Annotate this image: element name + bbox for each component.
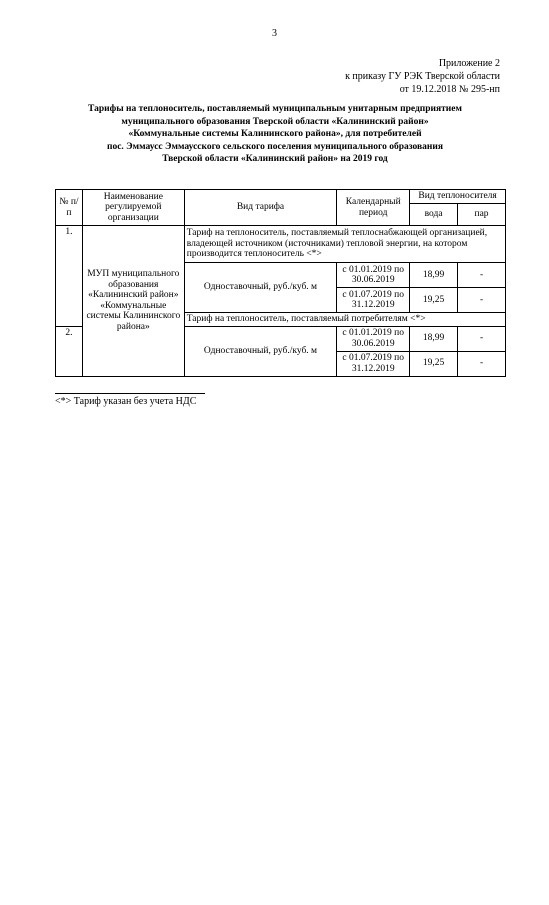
appendix-reference bbox=[345, 57, 500, 96]
footnote-divider bbox=[55, 393, 205, 394]
appendix-line: от 19.12.2018 № 295-нп bbox=[399, 84, 500, 95]
tariff-type-cell: Одноставочный, руб./куб. м bbox=[184, 326, 337, 376]
header-water: вода bbox=[410, 204, 458, 226]
header-num: № п/п bbox=[56, 190, 83, 226]
header-period: Календарный период bbox=[337, 190, 410, 226]
header-carrier-type: Вид теплоносителя bbox=[410, 190, 506, 204]
water-value: 19,25 bbox=[410, 288, 458, 313]
header-tariff-type: Вид тарифа bbox=[184, 190, 337, 226]
tariff-table bbox=[55, 189, 506, 377]
title-line: Тверской области «Калининский район» на 2019 год bbox=[162, 154, 388, 164]
table-row bbox=[56, 226, 506, 263]
title-line: «Коммунальные системы Калининского района», для потребителей bbox=[128, 129, 422, 139]
row-num: 1. bbox=[56, 226, 83, 327]
header-steam: пар bbox=[458, 204, 506, 226]
row-num: 2. bbox=[56, 326, 83, 376]
header-organization: Наименование регулируемой организации bbox=[82, 190, 184, 226]
appendix-line: Приложение 2 bbox=[438, 58, 500, 69]
section-heading: Тариф на теплоноситель, поставляемый теплоснабжающей организацией, владеющей источником (источниками) тепловой энергии, на котором производится теплоноситель <*> bbox=[184, 226, 505, 263]
title-line: Тарифы на теплоноситель, поставляемый муниципальным унитарным предприятием bbox=[88, 104, 462, 114]
title-line: муниципального образования Тверской области «Калининский район» bbox=[121, 116, 429, 127]
page-number: 3 bbox=[272, 28, 277, 39]
title-line: пос. Эммаусс Эммаусского сельского поселения муниципального образования bbox=[106, 141, 443, 152]
table-header-row bbox=[56, 190, 506, 204]
water-value: 18,99 bbox=[410, 326, 458, 351]
footnote: <*> Тариф указан без учета НДС bbox=[55, 396, 197, 407]
organization-name: МУП муниципального образования «Калининский район» «Коммунальные системы Калининского района» bbox=[82, 226, 184, 377]
steam-value: - bbox=[458, 326, 506, 351]
water-value: 19,25 bbox=[410, 351, 458, 376]
period-cell: с 01.07.2019 по 31.12.2019 bbox=[337, 288, 410, 313]
document-title bbox=[60, 103, 490, 166]
steam-value: - bbox=[458, 351, 506, 376]
steam-value: - bbox=[458, 263, 506, 288]
steam-value: - bbox=[458, 288, 506, 313]
period-cell: с 01.01.2019 по 30.06.2019 bbox=[337, 326, 410, 351]
water-value: 18,99 bbox=[410, 263, 458, 288]
section-heading: Тариф на теплоноситель, поставляемый потребителям <*> bbox=[184, 313, 505, 327]
appendix-line: к приказу ГУ РЭК Тверской области bbox=[345, 71, 500, 82]
period-cell: с 01.07.2019 по 31.12.2019 bbox=[337, 351, 410, 376]
period-cell: с 01.01.2019 по 30.06.2019 bbox=[337, 263, 410, 288]
tariff-type-cell: Одноставочный, руб./куб. м bbox=[184, 263, 337, 313]
